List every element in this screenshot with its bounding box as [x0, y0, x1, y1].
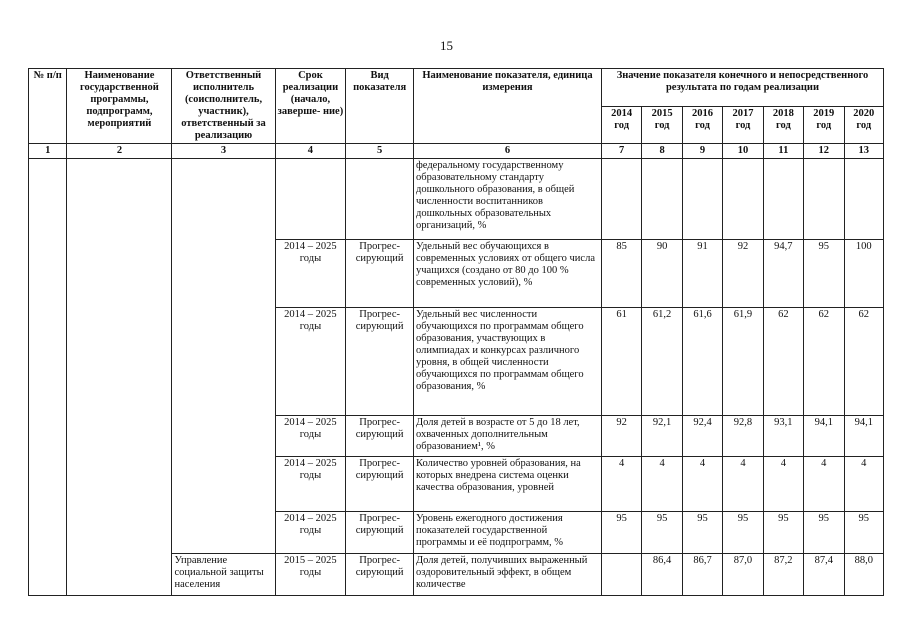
cell-indicator: федеральному государственному образовательному стандарту дошкольного образования, в общей численности воспитанников дошкольных образовательных организаций, %	[414, 159, 602, 240]
cell-value: 95	[642, 512, 682, 554]
column-number: 1	[29, 144, 67, 159]
cell-executor	[172, 159, 275, 554]
header-year: 2014 год	[601, 106, 641, 144]
header-term: Срок реализации (начало, заверше- ние)	[275, 69, 346, 144]
header-year: 2019 год	[804, 106, 844, 144]
cell-value: 61,9	[723, 308, 763, 416]
cell-value: 4	[723, 457, 763, 512]
cell-value	[601, 554, 641, 596]
cell-term: 2014 – 2025 годы	[275, 457, 346, 512]
cell-value: 4	[804, 457, 844, 512]
column-number: 2	[67, 144, 172, 159]
header-year: 2020 год	[844, 106, 884, 144]
cell-value: 94,7	[763, 240, 803, 308]
table-row	[29, 159, 884, 240]
cell-value: 100	[844, 240, 884, 308]
column-number: 7	[601, 144, 641, 159]
cell-term: 2014 – 2025 годы	[275, 416, 346, 457]
cell-value: 95	[682, 512, 722, 554]
column-number: 3	[172, 144, 275, 159]
cell-value: 85	[601, 240, 641, 308]
cell-value: 92	[723, 240, 763, 308]
cell-indicator: Количество уровней образования, на которых внедрена система оценки качества образования, уровней	[414, 457, 602, 512]
header-year: 2016 год	[682, 106, 722, 144]
column-number: 6	[414, 144, 602, 159]
cell-value	[723, 159, 763, 240]
cell-value	[844, 159, 884, 240]
cell-value: 62	[844, 308, 884, 416]
cell-value: 92,4	[682, 416, 722, 457]
cell-value	[682, 159, 722, 240]
cell-value: 61	[601, 308, 641, 416]
header-year: 2017 год	[723, 106, 763, 144]
column-number: 8	[642, 144, 682, 159]
cell-term: 2015 – 2025 годы	[275, 554, 346, 596]
cell-value: 95	[804, 512, 844, 554]
cell-indicator: Доля детей, получивших выраженный оздоровительный эффект, в общем количестве	[414, 554, 602, 596]
cell-value	[804, 159, 844, 240]
header-year: 2018 год	[763, 106, 803, 144]
cell-value	[763, 159, 803, 240]
cell-term	[275, 159, 346, 240]
cell-value: 87,2	[763, 554, 803, 596]
header-executor: Ответственный исполнитель (соисполнитель, участник), ответственный за реализацию	[172, 69, 275, 144]
column-number: 13	[844, 144, 884, 159]
cell-value: 61,6	[682, 308, 722, 416]
cell-indicator: Уровень ежегодного достижения показателей государственной программы и её подпрограмм, %	[414, 512, 602, 554]
cell-value: 95	[723, 512, 763, 554]
header-program: Наименование государственной программы, подпрограмм, мероприятий	[67, 69, 172, 144]
column-number: 11	[763, 144, 803, 159]
cell-value: 92,1	[642, 416, 682, 457]
cell-kind: Прогрес- сирующий	[346, 512, 414, 554]
cell-kind	[346, 159, 414, 240]
cell-value: 86,4	[642, 554, 682, 596]
cell-kind: Прогрес- сирующий	[346, 308, 414, 416]
cell-value: 62	[804, 308, 844, 416]
cell-value	[601, 159, 641, 240]
cell-kind: Прогрес- сирующий	[346, 416, 414, 457]
cell-value: 92,8	[723, 416, 763, 457]
column-numbers-row	[29, 144, 884, 159]
header-num: № п/п	[29, 69, 67, 144]
cell-value: 95	[804, 240, 844, 308]
column-number: 5	[346, 144, 414, 159]
cell-num	[29, 159, 67, 596]
cell-value: 95	[763, 512, 803, 554]
cell-value: 95	[844, 512, 884, 554]
header-row	[29, 69, 884, 107]
column-number: 10	[723, 144, 763, 159]
cell-value: 4	[844, 457, 884, 512]
cell-value	[642, 159, 682, 240]
header-values-group: Значение показателя конечного и непосредственного результата по годам реализации	[601, 69, 883, 107]
cell-value: 90	[642, 240, 682, 308]
cell-term: 2014 – 2025 годы	[275, 308, 346, 416]
cell-kind: Прогрес- сирующий	[346, 554, 414, 596]
cell-executor: Управление социальной защиты населения	[172, 554, 275, 596]
cell-value: 62	[763, 308, 803, 416]
cell-value: 93,1	[763, 416, 803, 457]
cell-value: 87,4	[804, 554, 844, 596]
cell-value: 4	[601, 457, 641, 512]
cell-value: 94,1	[804, 416, 844, 457]
header-indicator: Наименование показателя, единица измерения	[414, 69, 602, 144]
column-number: 12	[804, 144, 844, 159]
cell-program	[67, 159, 172, 596]
cell-value: 88,0	[844, 554, 884, 596]
cell-value: 95	[601, 512, 641, 554]
cell-term: 2014 – 2025 годы	[275, 240, 346, 308]
cell-kind: Прогрес- сирующий	[346, 240, 414, 308]
header-year: 2015 год	[642, 106, 682, 144]
cell-value: 92	[601, 416, 641, 457]
indicators-table	[28, 68, 884, 596]
cell-value: 94,1	[844, 416, 884, 457]
cell-value: 87,0	[723, 554, 763, 596]
header-kind: Вид показателя	[346, 69, 414, 144]
cell-value: 61,2	[642, 308, 682, 416]
cell-value: 4	[642, 457, 682, 512]
cell-indicator: Доля детей в возрасте от 5 до 18 лет, охваченных дополнительным образованием¹, %	[414, 416, 602, 457]
cell-indicator: Удельный вес обучающихся в современных условиях от общего числа учащихся (создано от 80 до 100 % современных условий), %	[414, 240, 602, 308]
cell-kind: Прогрес- сирующий	[346, 457, 414, 512]
cell-value: 4	[763, 457, 803, 512]
column-number: 4	[275, 144, 346, 159]
cell-term: 2014 – 2025 годы	[275, 512, 346, 554]
cell-value: 86,7	[682, 554, 722, 596]
cell-indicator: Удельный вес численности обучающихся по программам общего образования, участвующих в олимпиадах и конкурсах различного уровня, в общей численности обучающихся по программам общего образования, %	[414, 308, 602, 416]
cell-value: 4	[682, 457, 722, 512]
page-number: 15	[440, 38, 453, 53]
column-number: 9	[682, 144, 722, 159]
cell-value: 91	[682, 240, 722, 308]
